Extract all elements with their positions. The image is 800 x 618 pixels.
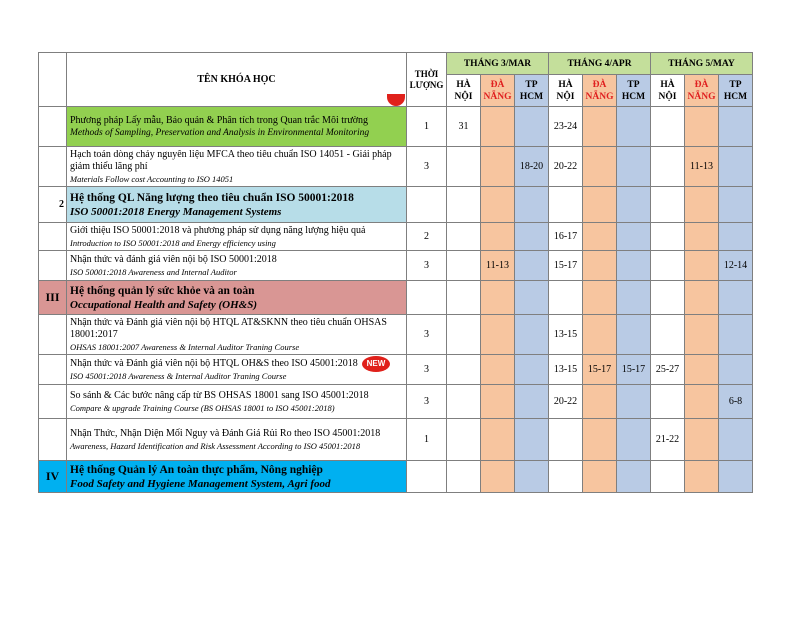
location-header-hcm-line2: HCM	[723, 91, 748, 102]
location-header-hanoi-line1: HÀ	[456, 79, 471, 90]
date-cell	[481, 281, 515, 315]
date-cell	[719, 281, 753, 315]
date-cell	[447, 223, 481, 251]
date-cell	[515, 107, 549, 147]
course-name-en: ISO 50001:2018 Awareness and Internal Auditor	[70, 266, 237, 277]
date-cell	[617, 223, 651, 251]
date-cell	[685, 315, 719, 355]
date-cell	[583, 315, 617, 355]
date-cell	[447, 315, 481, 355]
row-number-cell	[39, 355, 67, 385]
date-cell: 21-22	[651, 419, 685, 461]
section-number: 2	[39, 187, 67, 223]
duration-header	[407, 53, 447, 107]
date-cell	[447, 419, 481, 461]
date-cell	[719, 187, 753, 223]
section-row	[39, 281, 753, 315]
date-cell	[481, 107, 515, 147]
date-cell	[685, 223, 719, 251]
date-cell: 12-14	[719, 251, 753, 281]
date-cell	[515, 223, 549, 251]
date-cell: 6-8	[719, 385, 753, 419]
location-header-danang-line1: ĐÀ	[694, 79, 709, 90]
date-cell: 15-17	[583, 355, 617, 385]
course-name-vi: Nhận Thức, Nhận Diện Mối Nguy và Đánh Giá Rủi Ro theo ISO 45001:2018	[70, 427, 381, 439]
course-name	[67, 385, 407, 419]
section-title	[67, 187, 407, 223]
duration-cell: 2	[407, 223, 447, 251]
location-header-hcm-line2: HCM	[621, 91, 646, 102]
course-row	[39, 223, 753, 251]
date-cell: 11-13	[685, 147, 719, 187]
date-cell	[549, 187, 583, 223]
section-title-vi: Hệ thống Quản lý An toàn thực phẩm, Nông nghiệp	[70, 463, 323, 476]
section-title-vi: Hệ thống quản lý sức khỏe và an toàn	[70, 284, 255, 297]
date-cell	[685, 355, 719, 385]
date-cell	[583, 419, 617, 461]
date-cell	[583, 107, 617, 147]
course-row	[39, 419, 753, 461]
date-cell	[481, 187, 515, 223]
date-cell	[617, 419, 651, 461]
date-cell	[515, 281, 549, 315]
date-cell: 13-15	[549, 355, 583, 385]
date-cell: 31	[447, 107, 481, 147]
location-header-hcm	[515, 75, 549, 107]
row-number-cell	[39, 385, 67, 419]
date-cell	[719, 107, 753, 147]
date-cell	[617, 461, 651, 493]
course-name-en: Methods of Sampling, Preservation and Analysis in Environmental Monitoring	[70, 127, 370, 138]
location-header-hcm-line2: HCM	[519, 91, 544, 102]
location-header-hanoi-line1: HÀ	[660, 79, 675, 90]
date-cell	[549, 419, 583, 461]
course-name-en: Awareness, Hazard Identification and Risk Assessment According to ISO 45001:2018	[70, 440, 361, 451]
location-header-hanoi	[549, 75, 583, 107]
course-name	[67, 315, 407, 355]
course-name-en: ISO 45001:2018 Awareness & Internal Auditor Traning Course	[70, 370, 287, 381]
new-badge: NEW	[362, 356, 390, 372]
date-cell: 16-17	[549, 223, 583, 251]
course-name-vi: So sánh & Các bước nâng cấp từ BS OHSAS 18001 sang ISO 45001:2018	[70, 389, 369, 401]
course-name	[67, 355, 407, 385]
date-cell	[583, 385, 617, 419]
course-name-vi: Nhận thức và Đánh giá viên nội bộ HTQL AT&SKNN theo tiêu chuẩn OHSAS 18001:2017	[70, 316, 387, 340]
date-cell	[651, 251, 685, 281]
date-cell	[617, 187, 651, 223]
date-cell	[685, 251, 719, 281]
date-cell	[515, 419, 549, 461]
date-cell: 13-15	[549, 315, 583, 355]
location-header-hanoi	[651, 75, 685, 107]
course-row	[39, 107, 753, 147]
row-number-cell	[39, 223, 67, 251]
date-cell	[481, 461, 515, 493]
date-cell	[549, 281, 583, 315]
location-header-hcm-line1: TP	[729, 79, 742, 90]
date-cell	[617, 385, 651, 419]
date-cell	[651, 223, 685, 251]
course-name	[67, 223, 407, 251]
date-cell	[651, 107, 685, 147]
schedule-table	[38, 52, 753, 493]
schedule-table-wrapper	[38, 52, 753, 493]
date-cell	[481, 355, 515, 385]
date-cell	[515, 385, 549, 419]
location-header-danang-line2: NẴNG	[585, 91, 614, 102]
date-cell: 20-22	[549, 385, 583, 419]
course-name-vi: Nhận thức và đánh giá viên nội bộ ISO 50001:2018	[70, 253, 277, 265]
location-header-hanoi	[447, 75, 481, 107]
date-cell: 15-17	[617, 355, 651, 385]
course-name-en: Compare & upgrade Training Course (BS OHSAS 18001 to ISO 45001:2018)	[70, 402, 335, 413]
date-cell	[685, 107, 719, 147]
date-cell	[719, 355, 753, 385]
date-cell	[651, 385, 685, 419]
duration-cell: 3	[407, 385, 447, 419]
date-cell	[583, 251, 617, 281]
date-cell	[651, 315, 685, 355]
duration-cell	[407, 187, 447, 223]
month-header-may: THÁNG 5/MAY	[651, 53, 753, 75]
duration-cell: 1	[407, 107, 447, 147]
duration-header-line2: LƯỢNG	[409, 79, 444, 90]
date-cell: 20-22	[549, 147, 583, 187]
section-title-en: ISO 50001:2018 Energy Management Systems	[70, 205, 282, 218]
date-cell	[481, 419, 515, 461]
date-cell: 18-20	[515, 147, 549, 187]
location-header-danang-line1: ĐÀ	[490, 79, 505, 90]
date-cell	[447, 355, 481, 385]
date-cell	[481, 385, 515, 419]
date-cell	[617, 315, 651, 355]
section-row	[39, 461, 753, 493]
location-header-hcm	[617, 75, 651, 107]
section-number: III	[39, 281, 67, 315]
row-number-cell	[39, 251, 67, 281]
date-cell	[481, 223, 515, 251]
date-cell	[583, 147, 617, 187]
course-name-en: OHSAS 18001:2007 Awareness & Internal Auditor Traning Course	[70, 341, 300, 352]
date-cell	[549, 461, 583, 493]
location-header-danang-line2: NẴNG	[483, 91, 512, 102]
duration-cell	[407, 281, 447, 315]
course-row	[39, 385, 753, 419]
date-cell	[515, 461, 549, 493]
date-cell	[651, 147, 685, 187]
section-number: IV	[39, 461, 67, 493]
date-cell	[651, 461, 685, 493]
date-cell	[617, 281, 651, 315]
location-header-danang-line1: ĐÀ	[592, 79, 607, 90]
location-header-danang	[481, 75, 515, 107]
course-title-header: TÊN KHÓA HỌC	[67, 53, 407, 107]
date-cell	[447, 385, 481, 419]
date-cell	[515, 187, 549, 223]
date-cell	[685, 385, 719, 419]
course-row	[39, 355, 753, 385]
date-cell	[719, 147, 753, 187]
course-row	[39, 315, 753, 355]
row-number-cell	[39, 107, 67, 147]
date-cell	[685, 461, 719, 493]
duration-cell: 3	[407, 251, 447, 281]
date-cell: 25-27	[651, 355, 685, 385]
section-title-en: Food Safety and Hygiene Management System, Agri food	[70, 477, 331, 490]
date-cell: 11-13	[481, 251, 515, 281]
date-cell	[481, 315, 515, 355]
location-header-hcm-line1: TP	[627, 79, 640, 90]
location-header-hcm	[719, 75, 753, 107]
location-header-danang	[685, 75, 719, 107]
section-title	[67, 281, 407, 315]
date-cell	[651, 187, 685, 223]
location-header-hanoi-line2: NỘI	[556, 91, 575, 102]
row-number-cell	[39, 419, 67, 461]
course-row	[39, 251, 753, 281]
header-row-months	[39, 53, 753, 75]
section-row	[39, 187, 753, 223]
duration-cell: 3	[407, 355, 447, 385]
date-cell: 23-24	[549, 107, 583, 147]
date-cell	[447, 251, 481, 281]
month-header-apr: THÁNG 4/APR	[549, 53, 651, 75]
date-cell	[447, 187, 481, 223]
duration-cell: 1	[407, 419, 447, 461]
course-name-vi: Giới thiệu ISO 50001:2018 và phương pháp sử dụng năng lượng hiệu quả	[70, 224, 366, 236]
course-name	[67, 147, 407, 187]
location-header-danang	[583, 75, 617, 107]
course-name-vi: Hạch toán dòng chảy nguyên liệu MFCA theo tiêu chuẩn ISO 14051 - Giải pháp giảm thiểu lãng phí	[70, 148, 392, 172]
date-cell	[481, 147, 515, 187]
month-header-mar: THÁNG 3/MAR	[447, 53, 549, 75]
date-cell	[515, 355, 549, 385]
course-name-en: Materials Follow cost Accounting to ISO 14051	[70, 173, 234, 184]
date-cell	[447, 281, 481, 315]
section-title	[67, 461, 407, 493]
date-cell	[515, 251, 549, 281]
course-name	[67, 419, 407, 461]
section-title-en: Occupational Health and Safety (OH&S)	[70, 298, 257, 311]
course-row	[39, 147, 753, 187]
date-cell	[685, 187, 719, 223]
duration-cell: 3	[407, 315, 447, 355]
date-cell	[719, 461, 753, 493]
section-title-vi: Hệ thống QL Năng lượng theo tiêu chuẩn ISO 50001:2018	[70, 191, 354, 204]
course-name-vi: Nhận thức và Đánh giá viên nội bộ HTQL OH&S theo ISO 45001:2018	[70, 357, 358, 369]
location-header-hanoi-line2: NỘI	[454, 91, 473, 102]
row-number-cell	[39, 315, 67, 355]
course-name	[67, 107, 407, 147]
date-cell	[685, 281, 719, 315]
course-name	[67, 251, 407, 281]
date-cell: 15-17	[549, 251, 583, 281]
date-cell	[617, 107, 651, 147]
location-header-danang-line2: NẴNG	[687, 91, 716, 102]
location-header-hanoi-line2: NỘI	[658, 91, 677, 102]
date-cell	[617, 147, 651, 187]
date-cell	[583, 187, 617, 223]
course-name-vi: Phương pháp Lấy mẫu, Bảo quản & Phân tích trong Quan trắc Môi trường	[70, 114, 369, 126]
duration-cell: 3	[407, 147, 447, 187]
date-cell	[447, 147, 481, 187]
date-cell	[617, 251, 651, 281]
date-cell	[447, 461, 481, 493]
date-cell	[583, 223, 617, 251]
date-cell	[583, 281, 617, 315]
location-header-hanoi-line1: HÀ	[558, 79, 573, 90]
date-cell	[719, 419, 753, 461]
duration-header-line1: THỜI	[414, 68, 439, 79]
row-number-cell	[39, 147, 67, 187]
roman-header-cell	[39, 53, 67, 107]
date-cell	[651, 281, 685, 315]
course-name-en: Introduction to ISO 50001:2018 and Energy efficiency using	[70, 237, 276, 248]
date-cell	[685, 419, 719, 461]
duration-cell	[407, 461, 447, 493]
location-header-hcm-line1: TP	[525, 79, 538, 90]
date-cell	[515, 315, 549, 355]
date-cell	[719, 223, 753, 251]
date-cell	[583, 461, 617, 493]
date-cell	[719, 315, 753, 355]
